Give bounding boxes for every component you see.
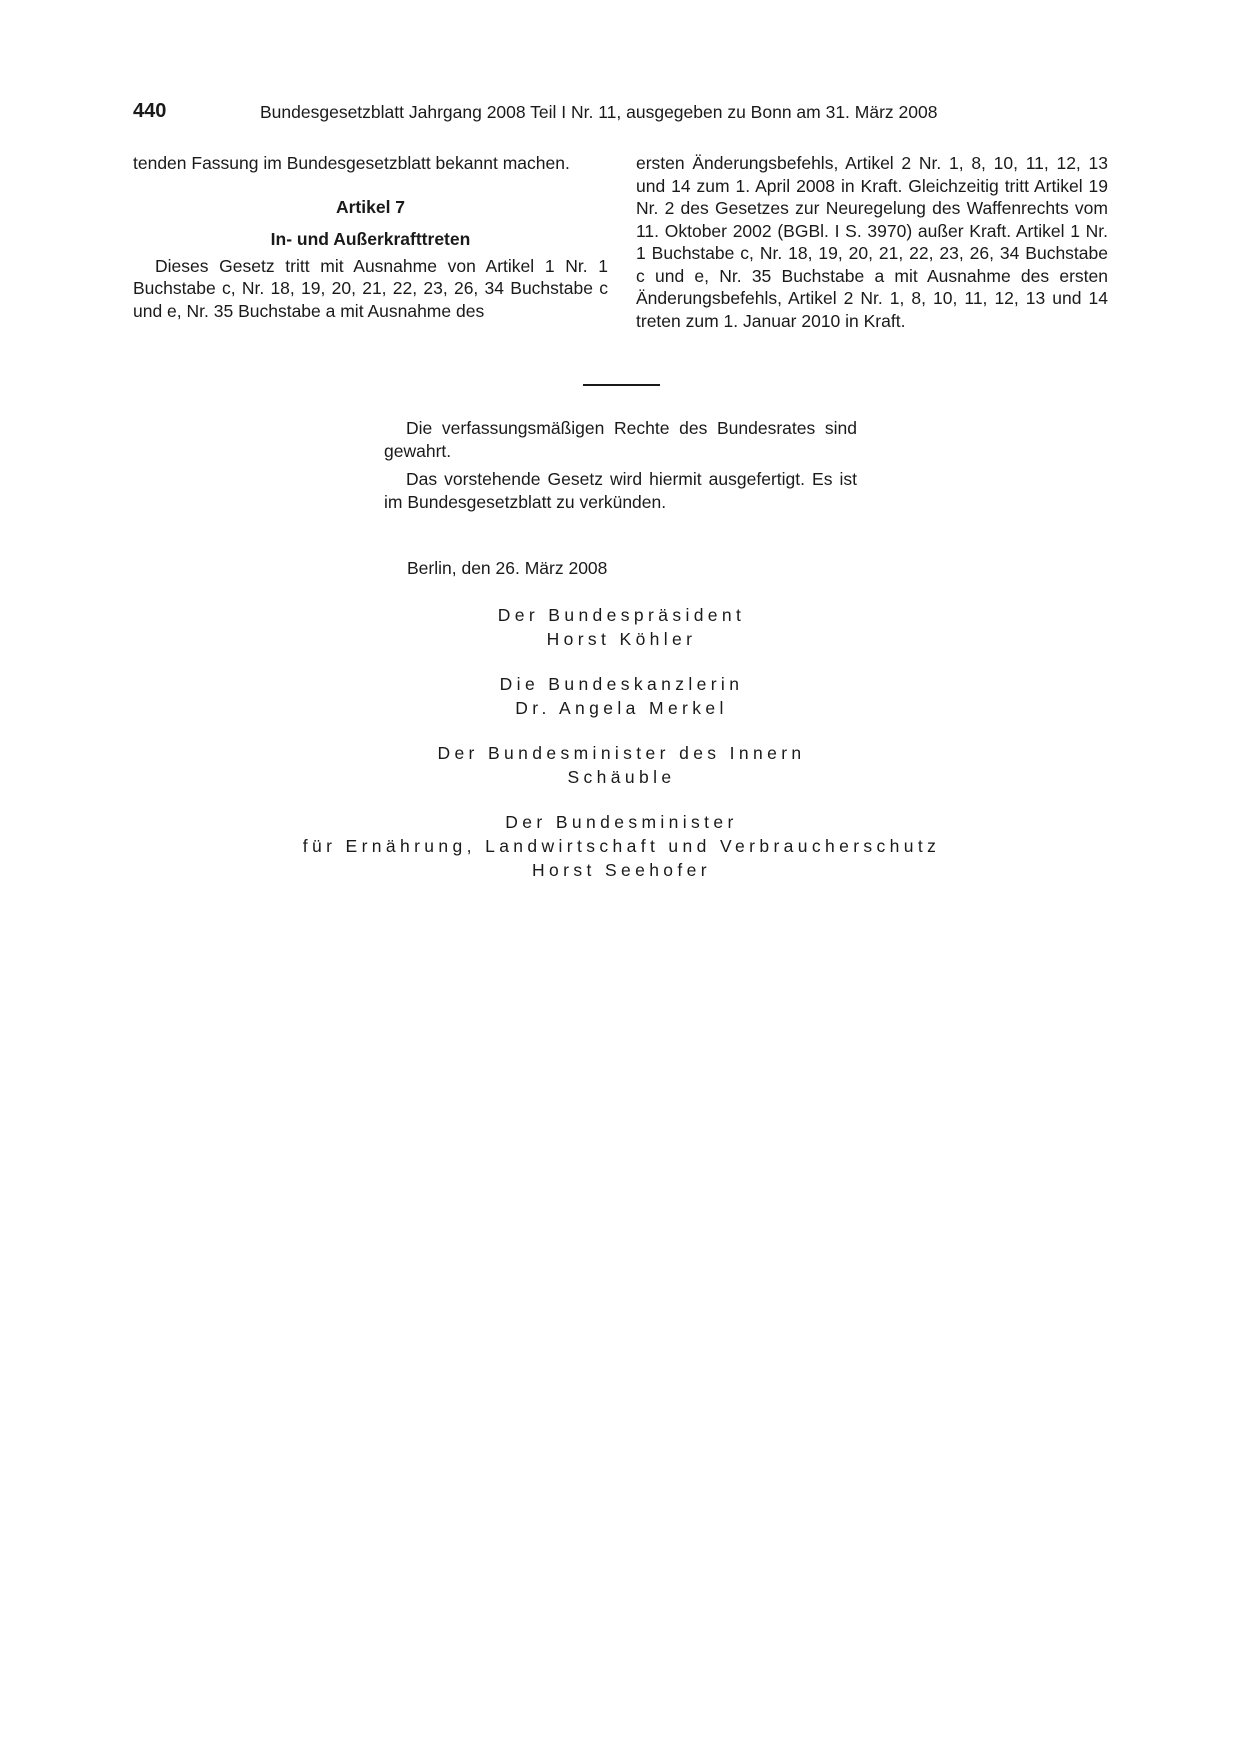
signatory-office: Die Bundeskanzlerin: [499, 674, 744, 694]
signatory-office: Der Bundesminister: [505, 812, 738, 832]
section-divider: [583, 384, 660, 386]
signatory-name: Dr. Angela Merkel: [515, 698, 728, 718]
signatory-name: Horst Seehofer: [532, 860, 711, 880]
signature-block: [200, 741, 1043, 789]
signatory-office: Der Bundespräsident: [497, 605, 746, 625]
signatory-office: Der Bundesminister des Innern: [437, 743, 806, 763]
right-column-paragraph: ersten Änderungsbefehls, Artikel 2 Nr. 1, 8, 10, 11, 12, 13 und 14 zum 1. April 2008 in Kraft. Gleichzeitig tritt Artikel 19 Nr. 2 des Gesetzes zur Neuregelung des Waffenrechts vom 11. Oktober 2002 (BGBl. I S. 3970) außer Kraft. Artikel 1 Nr. 1 Buchstabe c, Nr. 18, 19, 20, 21, 22, 23, 26, 34 Buchstabe c und e, Nr. 35 Buchstabe a mit Ausnahme des ersten Änderungsbefehls, Artikel 2 Nr. 1, 8, 10, 11, 12, 13 und 14 treten zum 1. Januar 2010 in Kraft.: [636, 153, 1108, 331]
page-number: 440: [133, 100, 167, 122]
article-paragraph: Dieses Gesetz tritt mit Ausnahme von Artikel 1 Nr. 1 Buchstabe c, Nr. 18, 19, 20, 21, 22, 23, 26, 34 Buchstabe c und e, Nr. 35 Buchstabe a mit Ausnahme des: [133, 255, 608, 321]
signature-block: [200, 672, 1043, 720]
signatory-office-line2: für Ernährung, Landwirtschaft und Verbraucherschutz: [302, 836, 941, 856]
place-date: Berlin, den 26. März 2008: [407, 558, 608, 578]
right-column: [636, 152, 1108, 332]
signatory-name: Schäuble: [567, 767, 676, 787]
closing-formula: [384, 417, 857, 519]
promulgation-statement: Das vorstehende Gesetz wird hiermit ausgefertigt. Es ist im Bundesgesetzblatt zu verkünden.: [384, 469, 857, 512]
signature-block: [200, 603, 1043, 651]
signatory-name: Horst Köhler: [546, 629, 697, 649]
running-title: Bundesgesetzblatt Jahrgang 2008 Teil I Nr. 11, ausgegeben zu Bonn am 31. März 2008: [260, 102, 938, 122]
signature-section: [200, 603, 1043, 903]
continuation-paragraph: tenden Fassung im Bundesgesetzblatt bekannt machen.: [133, 153, 570, 173]
article-heading: Artikel 7: [335, 196, 406, 217]
signature-block: [200, 810, 1043, 882]
page-header: [133, 100, 1108, 124]
left-column: [133, 152, 608, 322]
rights-statement: Die verfassungsmäßigen Rechte des Bundesrates sind gewahrt.: [384, 418, 857, 461]
article-subtitle: In- und Außerkrafttreten: [270, 229, 471, 249]
